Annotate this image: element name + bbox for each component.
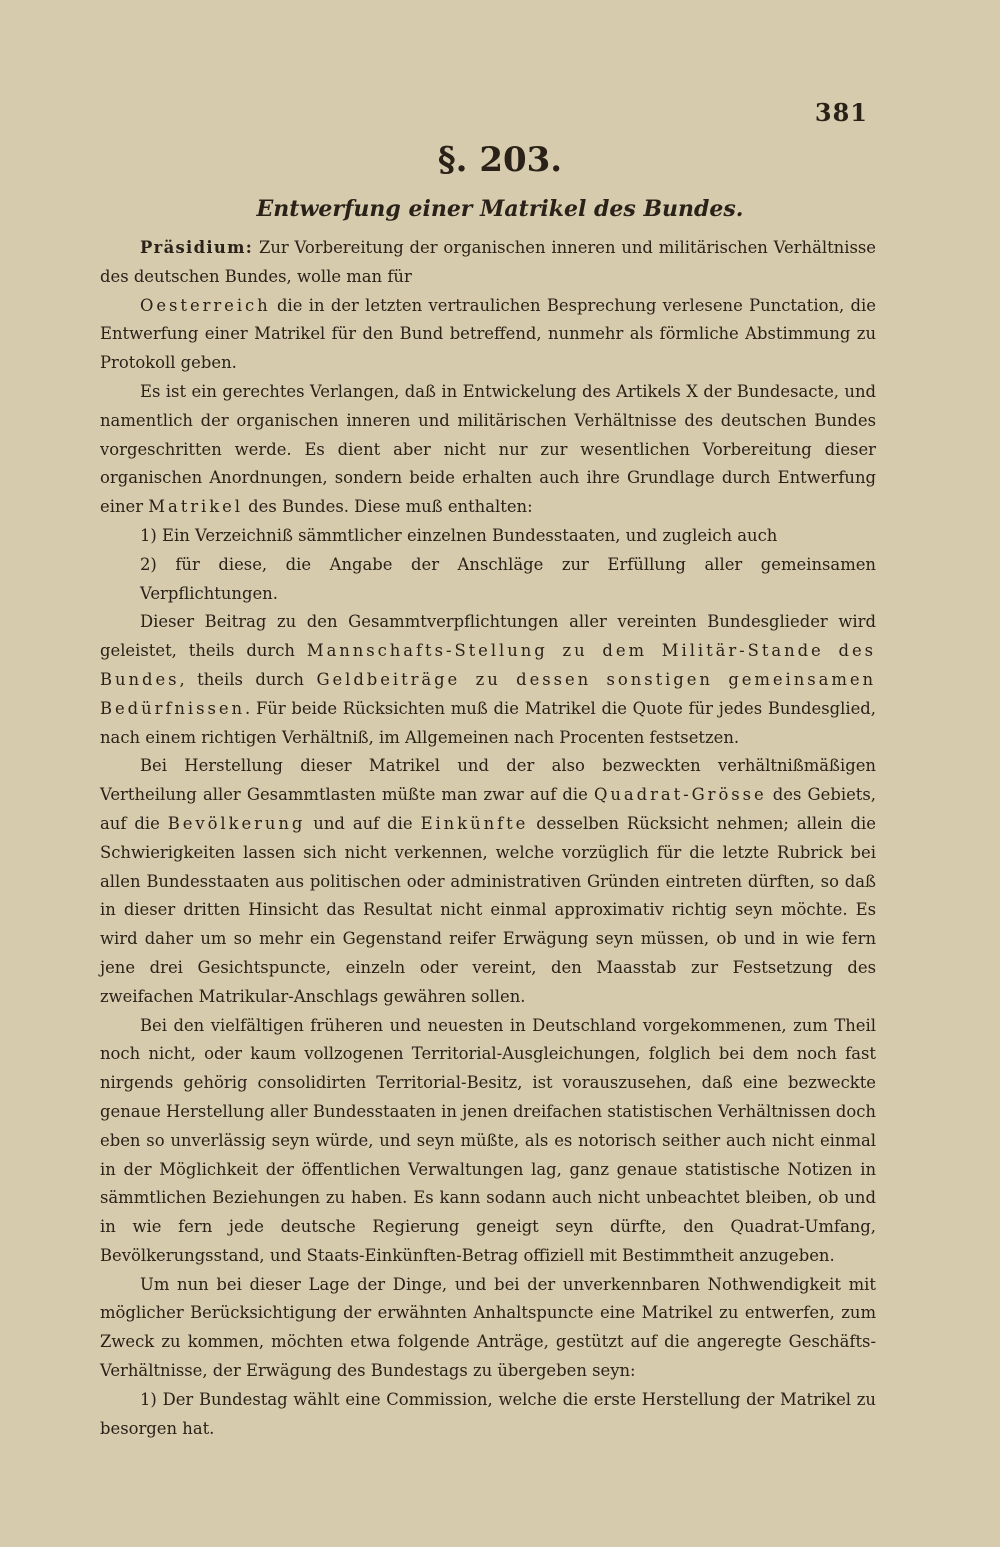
list-item: 2) für diese, die Angabe der Anschläge zur Erfüllung aller gemeinsamen Verpflichtungen. — [140, 554, 876, 603]
paragraph-text: desselben Rücksicht nehmen; allein die Schwierigkeiten lassen sich nicht verkennen, welche vorzüglich für die letzte Rubrick bei allen Bundesstaaten aus politischen oder administrativen Gründen eintreten dürften, so daß in dieser dritten Hinsicht das Resultat nicht einmal approximativ richtig seyn möchte. Es wird daher um so mehr ein Gegenstand reifer Erwägung seyn müssen, ob und in wie fern jene drei Gesichtspuncte, einzeln oder vereint, den Maasstab zur Festsetzung des zweifachen Matrikular-Anschlags gewähren sollen. — [100, 813, 876, 1006]
section-number: §. 203. — [437, 140, 563, 180]
paragraph-text: und auf die — [305, 813, 421, 833]
emphasized-term: Matrikel — [148, 497, 243, 517]
paragraph-text: die in der letzten vertraulichen Besprechung verlesene Punctation, die Entwerfung einer Matrikel für den Bund betreffend, nunmehr als förmliche Abstimmung zu Protokoll geben. — [100, 295, 876, 373]
page-number: 381 — [814, 98, 868, 127]
section-heading: Entwerfung einer Matrikel des Bundes. — [256, 196, 744, 222]
paragraph: 1) Der Bundestag wählt eine Commission, welche die erste Herstellung der Matrikel zu besorgen hat. — [100, 1389, 876, 1438]
paragraph-text: , theils durch — [179, 669, 317, 689]
emphasized-term: Bevölkerung — [167, 813, 306, 833]
paragraph-text: Bei Herstellung dieser Matrikel und der also bezweckten verhältnißmäßigen Vertheilung aller Gesammtlasten müßte man zwar auf die — [100, 756, 876, 805]
paragraph-text: des Gebiets, auf die — [100, 785, 876, 833]
paragraph: Bei den vielfältigen früheren und neuesten in Deutschland vorgekommenen, zum Theil noch nicht, oder kaum vollzogenen Territorial-Ausgleichungen, folglich bei dem noch fast nirgends gehörig consolidirten Territorial-Besitz, ist vorauszusehen, daß eine bezweckte genaue Herstellung aller Bundesstaaten in jenen dreifachen statistischen Verhältnissen doch eben so unverlässig seyn würde, und seyn müßte, als es notorisch seither auch nicht einmal in der Möglichkeit der öffentlichen Verwaltungen lag, ganz genaue statistische Notizen in sämmtlichen Beziehungen zu haben. Es kann sodann auch nicht unbeachtet bleiben, ob und in wie fern jede deutsche Regierung geneigt seyn dürfte, den Quadrat-Umfang, Bevölkerungsstand, und Staats-Einkünften-Betrag offiziell mit Bestimmtheit anzugeben. — [100, 1015, 876, 1265]
paragraph-text: Es ist ein gerechtes Verlangen, daß in Entwickelung des Artikels X der Bundesacte, und namentlich der organischen inneren und militärischen Verhältnisse des deutschen Bundes vorgeschritten werde. Es dient aber nicht nur zur wesentlichen Vorbereitung dieser organischen Anordnungen, sondern beide erhalten auch ihre Grundlage durch Entwerfung einer — [100, 381, 876, 517]
speaker-label: Präsidium: — [140, 238, 254, 257]
paragraph-text: Dieser Beitrag zu den Gesammtverpflichtungen aller vereinten Bundesglieder wird geleistet, theils durch — [100, 612, 876, 661]
paragraph-text: . Für beide Rücksichten muß die Matrikel die Quote für jedes Bundesglied, nach einem richtigen Verhältniß, im Allgemeinen nach Procenten festsetzen. — [100, 698, 876, 747]
paragraph — [100, 378, 876, 522]
paragraph — [100, 234, 876, 292]
state-name: Oesterreich — [140, 295, 271, 315]
paragraph — [100, 292, 876, 378]
body-text — [100, 234, 876, 1443]
emphasized-term: Geldbeiträge zu dessen sonstigen gemeinsamen Bedürfnissen — [100, 669, 877, 718]
paragraph — [100, 608, 876, 752]
emphasized-term: Einkünfte — [420, 813, 529, 833]
paragraph: Um nun bei dieser Lage der Dinge, und bei der unverkennbaren Nothwendigkeit mit möglicher Berücksichtigung der erwähnten Anhaltspuncte eine Matrikel zu entwerfen, zum Zweck zu kommen, möchten etwa folgende Anträge, gestützt auf die angeregte Geschäfts-Verhältnisse, der Erwägung des Bundestags zu übergeben seyn: — [100, 1274, 876, 1381]
paragraph-text: Zur Vorbereitung der organischen inneren und militärischen Verhältnisse des deutschen Bundes, wolle man für — [100, 238, 876, 286]
list-item: 1) Ein Verzeichniß sämmtlicher einzelnen Bundesstaaten, und zugleich auch — [140, 525, 778, 545]
paragraph-text: des Bundes. Diese muß enthalten: — [242, 497, 533, 517]
emphasized-term: Mannschafts-Stellung zu dem Militär-Stande des Bundes — [100, 641, 876, 689]
paragraph — [100, 752, 876, 1011]
emphasized-term: Quadrat-Grösse — [594, 785, 767, 805]
